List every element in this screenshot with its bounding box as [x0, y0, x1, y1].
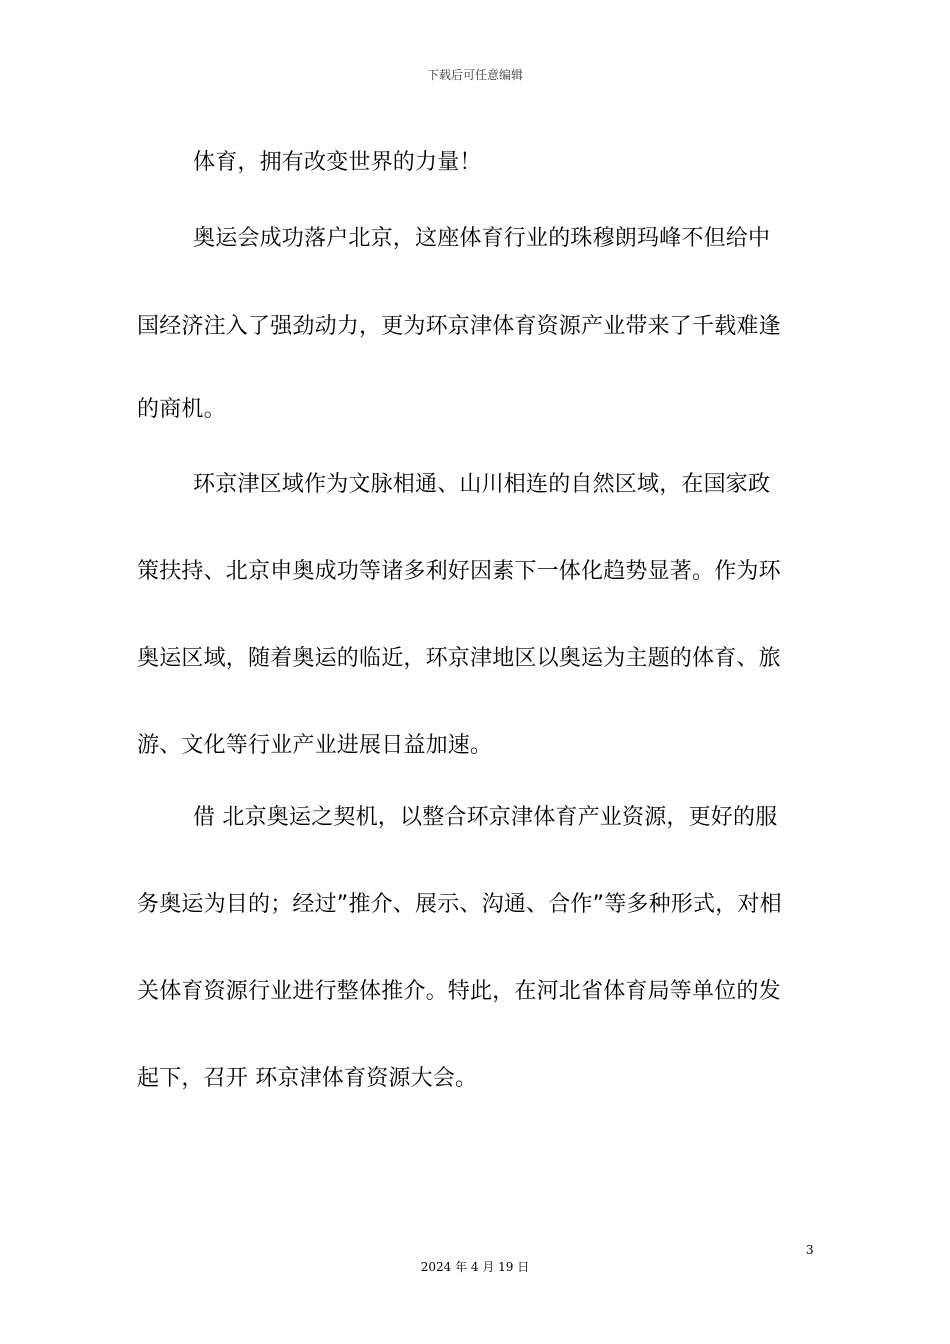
paragraph-line: 务奥运为目的；经过”推介、展示、沟通、合作”等多种形式，对相 [137, 892, 782, 917]
footer-date: 2024 年 4 月 19 日 [420, 1260, 530, 1274]
paragraph-line: 起下，召开 环京津体育资源大会。 [137, 1066, 478, 1091]
paragraph-line: 的商机。 [137, 397, 226, 422]
paragraph-line: 体育，拥有改变世界的力量！ [193, 150, 482, 175]
paragraph-line: 奥运区域，随着奥运的临近，环京津地区以奥运为主题的体育、旅 [137, 646, 781, 671]
header-note: 下载后可任意编辑 [426, 68, 523, 82]
paragraph-line: 策扶持、北京申奥成功等诸多利好因素下一体化趋势显著。作为环 [137, 559, 781, 584]
paragraph-line: 国经济注入了强劲动力，更为环京津体育资源产业带来了千载难逢 [137, 314, 781, 339]
page-number: 3 [806, 1243, 814, 1257]
paragraph-line: 环京津区域作为文脉相通、山川相连的自然区域，在国家政 [193, 472, 771, 497]
paragraph-line: 游、文化等行业产业进展日益加速。 [137, 733, 493, 758]
paragraph-line: 借 北京奥运之契机，以整合环京津体育产业资源，更好的服 [193, 805, 778, 830]
paragraph-line: 奥运会成功落户北京，这座体育行业的珠穆朗玛峰不但给中 [193, 226, 771, 251]
paragraph-line: 关体育资源行业进行整体推介。特此，在河北省体育局等单位的发 [137, 979, 781, 1004]
